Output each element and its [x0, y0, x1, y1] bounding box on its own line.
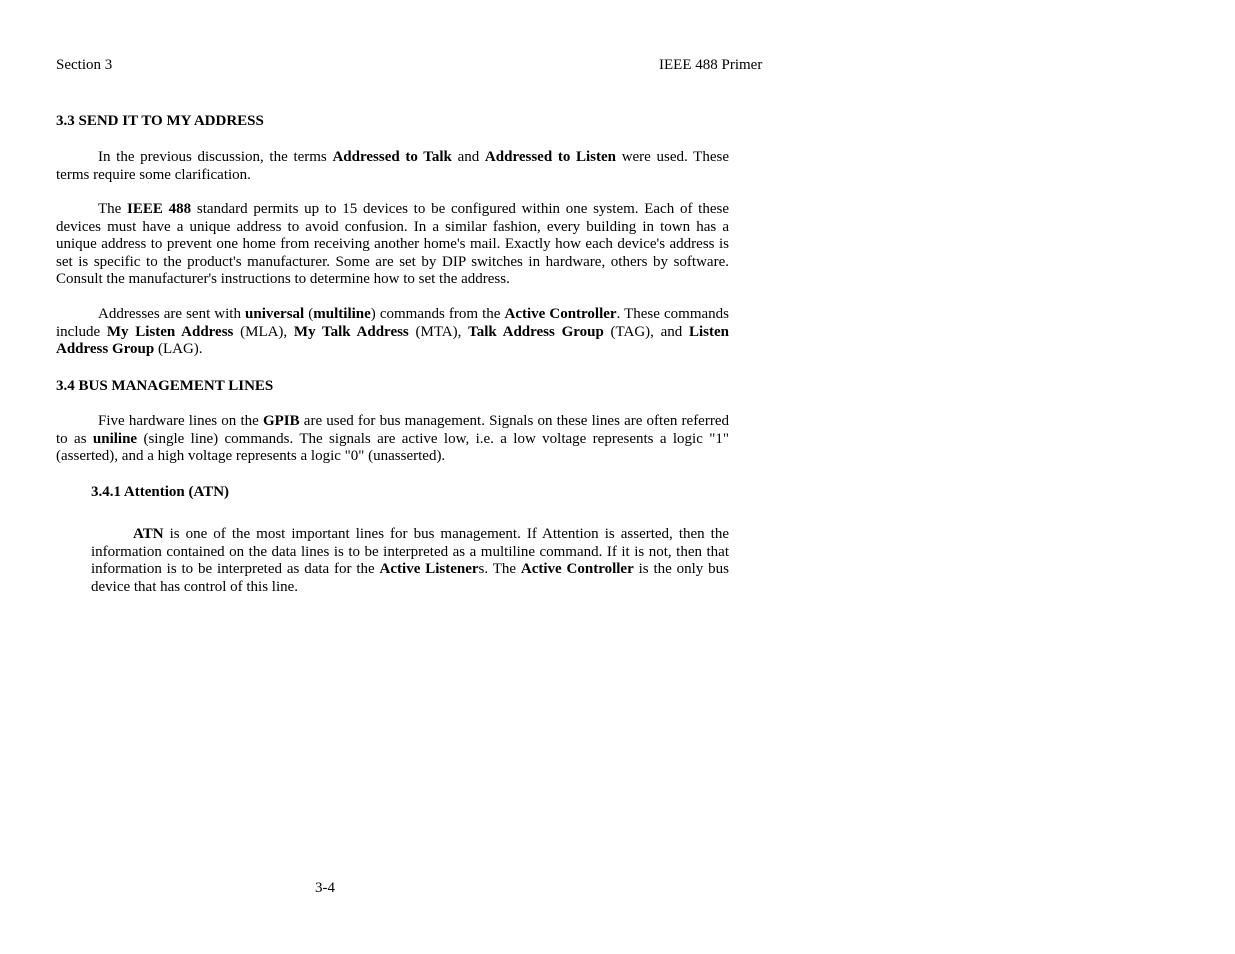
- bold-term: universal: [245, 306, 305, 322]
- text-run: Addresses are sent with: [98, 306, 246, 322]
- text-run: (LAG).: [154, 341, 203, 358]
- bold-term: My Talk Address: [293, 323, 409, 340]
- text-run: (MLA),: [233, 323, 294, 340]
- text-run: is the only bus device that has control of this line.: [91, 561, 729, 595]
- running-header-section: Section 3: [56, 57, 113, 73]
- section-3-3-paragraph-3: [56, 306, 729, 359]
- section-3-4-heading: 3.4 BUS MANAGEMENT LINES: [56, 378, 274, 394]
- text-run: ) commands from the: [370, 306, 505, 322]
- text-run: and: [451, 149, 485, 165]
- text-run: (single line) commands. The signals are active low, i.e. a low voltage represents a logic "1" (asserted), and a high voltage represents a logic "0" (unasserted).: [56, 430, 729, 465]
- bold-term: GPIB: [262, 413, 300, 429]
- section-3-3-paragraph-2: [56, 201, 729, 289]
- text-run: Five hardware lines on the: [98, 413, 263, 429]
- bold-term: Active Controller: [520, 561, 634, 578]
- text-run: The: [98, 201, 128, 217]
- section-3-4-paragraph-1: [56, 413, 729, 466]
- section-3-4-1-paragraph-1: [91, 526, 729, 596]
- bold-term: Talk Address Group: [468, 323, 604, 340]
- bold-term: Active Listener: [379, 561, 479, 578]
- text-run: (TAG), and: [603, 323, 689, 340]
- bold-term: uniline: [92, 430, 138, 447]
- text-run: (: [304, 306, 314, 322]
- text-run: . These commands include: [56, 306, 729, 340]
- text-run: is one of the most important lines for bus management. If Attention is asserted, then the information contained on the data lines is to be interpreted as a multiline command. If it is not, then that information is to be interpreted as data for the: [91, 526, 729, 578]
- text-run: s. The: [478, 561, 521, 578]
- text-run: were used. These terms require some clarification.: [56, 149, 729, 183]
- text-run: (MTA),: [408, 323, 469, 340]
- bold-term: Addressed to Talk: [332, 149, 452, 165]
- text-run: In the previous discussion, the terms: [98, 149, 333, 165]
- text-run: standard permits up to 15 devices to be configured within one system. Each of these devices must have a unique address to avoid confusion. In a similar fashion, every building in town has a unique address to prevent one home from receiving another home's mail. Exactly how each device's address is set is specific to the product's manufacturer. Some are set by DIP switches in hardware, others by software. Consult the manufacturer's instructions to determine how to set the address.: [56, 201, 729, 288]
- bold-term: IEEE 488: [127, 201, 192, 217]
- section-3-3-heading: 3.3 SEND IT TO MY ADDRESS: [56, 113, 264, 129]
- bold-term: Active Controller: [504, 306, 617, 322]
- bold-term: My Listen Address: [106, 323, 234, 340]
- running-header-title: IEEE 488 Primer: [659, 57, 763, 73]
- text-run: are used for bus management. Signals on these lines are often referred to as: [56, 413, 729, 447]
- section-3-4-1-heading: 3.4.1 Attention (ATN): [91, 484, 230, 500]
- page-number: 3-4: [315, 880, 335, 896]
- bold-term: multiline: [313, 306, 371, 322]
- bold-term: Listen Address Group: [56, 323, 730, 358]
- section-3-3-paragraph-1: [56, 149, 729, 184]
- bold-term: ATN: [133, 526, 164, 542]
- bold-term: Addressed to Listen: [484, 149, 617, 165]
